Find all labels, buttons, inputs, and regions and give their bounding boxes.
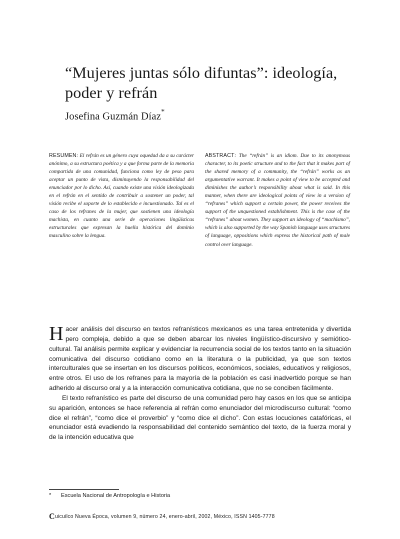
journal-citation: uicuilco Nueva Época, volumen 9, número 24, enero-abril, 2002, México, ISSN 1405-7778 — [54, 514, 275, 520]
abstract-english-text: : The “refrán” is an idiom. Due to its anonymous character, to its poetic structure and to the fact that it makes part of the shared memory of a community, the “refrán” works as an argumentative warrant. It makes a point of view to be accepted and diminishes the author’s responsibility about what is said. In this manner, when there are ideological points of view in a version of “refranes” which support a certain power, the power receives the support of the unquestioned establishment. This is the case of the “refranes” about women. They support an ideology of “machismo”, which is also supported by the way Spanish language uses structures of language, oppositions which express the historical path of male control over language. — [205, 153, 350, 248]
abstract-spanish-text: : El refrán es un género cuya oquedad da a su carácter anónimo, a su estructura poética y a que forma parte de la memoria compartida de una comunidad, funciona como ley de peso para aceptar un punto de vista, disminuyendo la responsabilidad del enunciador por lo dicho. Así, cuando existe una visión ideologizada en el refrán en el sentido de contribuir a sostener un poder, tal visión recibe el soporte de lo establecido e incuestionado. Tal es el caso de los refranes de la mujer, que sostienen una ideología machista, en cuanto una serie de operaciones lingüísticas estructurales que expresan la huella histórica del dominio masculino sobre la lengua. — [49, 153, 194, 240]
abstract-spanish-label: RESUMEN — [49, 153, 77, 159]
author-name-text: Josefina Guzmán Díaz — [65, 111, 162, 123]
journal-footer — [49, 512, 369, 521]
abstract-spanish — [49, 152, 194, 241]
footnote-divider — [49, 489, 119, 490]
drop-cap: H — [49, 323, 64, 345]
journal-logo: C — [49, 512, 55, 521]
abstract-english-label: ABSTRACT — [205, 153, 235, 159]
body-paragraph-1-text: acer análisis del discurso en textos refranísticos mexicanos es una tarea entretenida y divertida pero compleja, debido a que se deben abarcar los niveles lingüístico-discursivo y semiótico-cultural. Tal análisis permite explicar y evidenciar la recurrencia social de los textos tanto en la situación comunicativa del discurso cotidiano como en la literatura o la publicidad, ya que son textos interculturales que se insertan en los discursos políticos, económicos, sociales, educativos y religiosos, entre otros. El uso de los refranes para la mayoría de la población es casi inadvertido porque se han adherido al discurso oral y a la interacción comunicativa cotidiana, que no se conciben fácilmente. — [49, 326, 351, 393]
body-paragraph-2: El texto refranístico es parte del discurso de una comunidad pero hay casos en los que se anticipa su aparición, entonces se hace referencia al refrán como enunciador del microdiscurso cultural: “como dice el refrán”, “como dice el proverbio” y “como dice el dicho”. Con estas locuciones catafóricas, el enunciador está evadiendo la responsabilidad del contenido semántico del texto, de la fuerza moral y de la intención educativa que — [49, 394, 351, 442]
article-body — [49, 325, 351, 443]
body-paragraph-1 — [49, 325, 351, 394]
author-name — [65, 109, 165, 122]
footnote-mark: * — [49, 493, 52, 499]
abstract-english — [205, 152, 350, 249]
footnote — [49, 493, 170, 499]
footnote-text: Escuela Nacional de Antropología e Historia — [61, 493, 171, 499]
article-title: “Mujeres juntas sólo difuntas”: ideología, poder y refrán — [65, 64, 338, 102]
author-footnote-mark: * — [161, 108, 165, 116]
